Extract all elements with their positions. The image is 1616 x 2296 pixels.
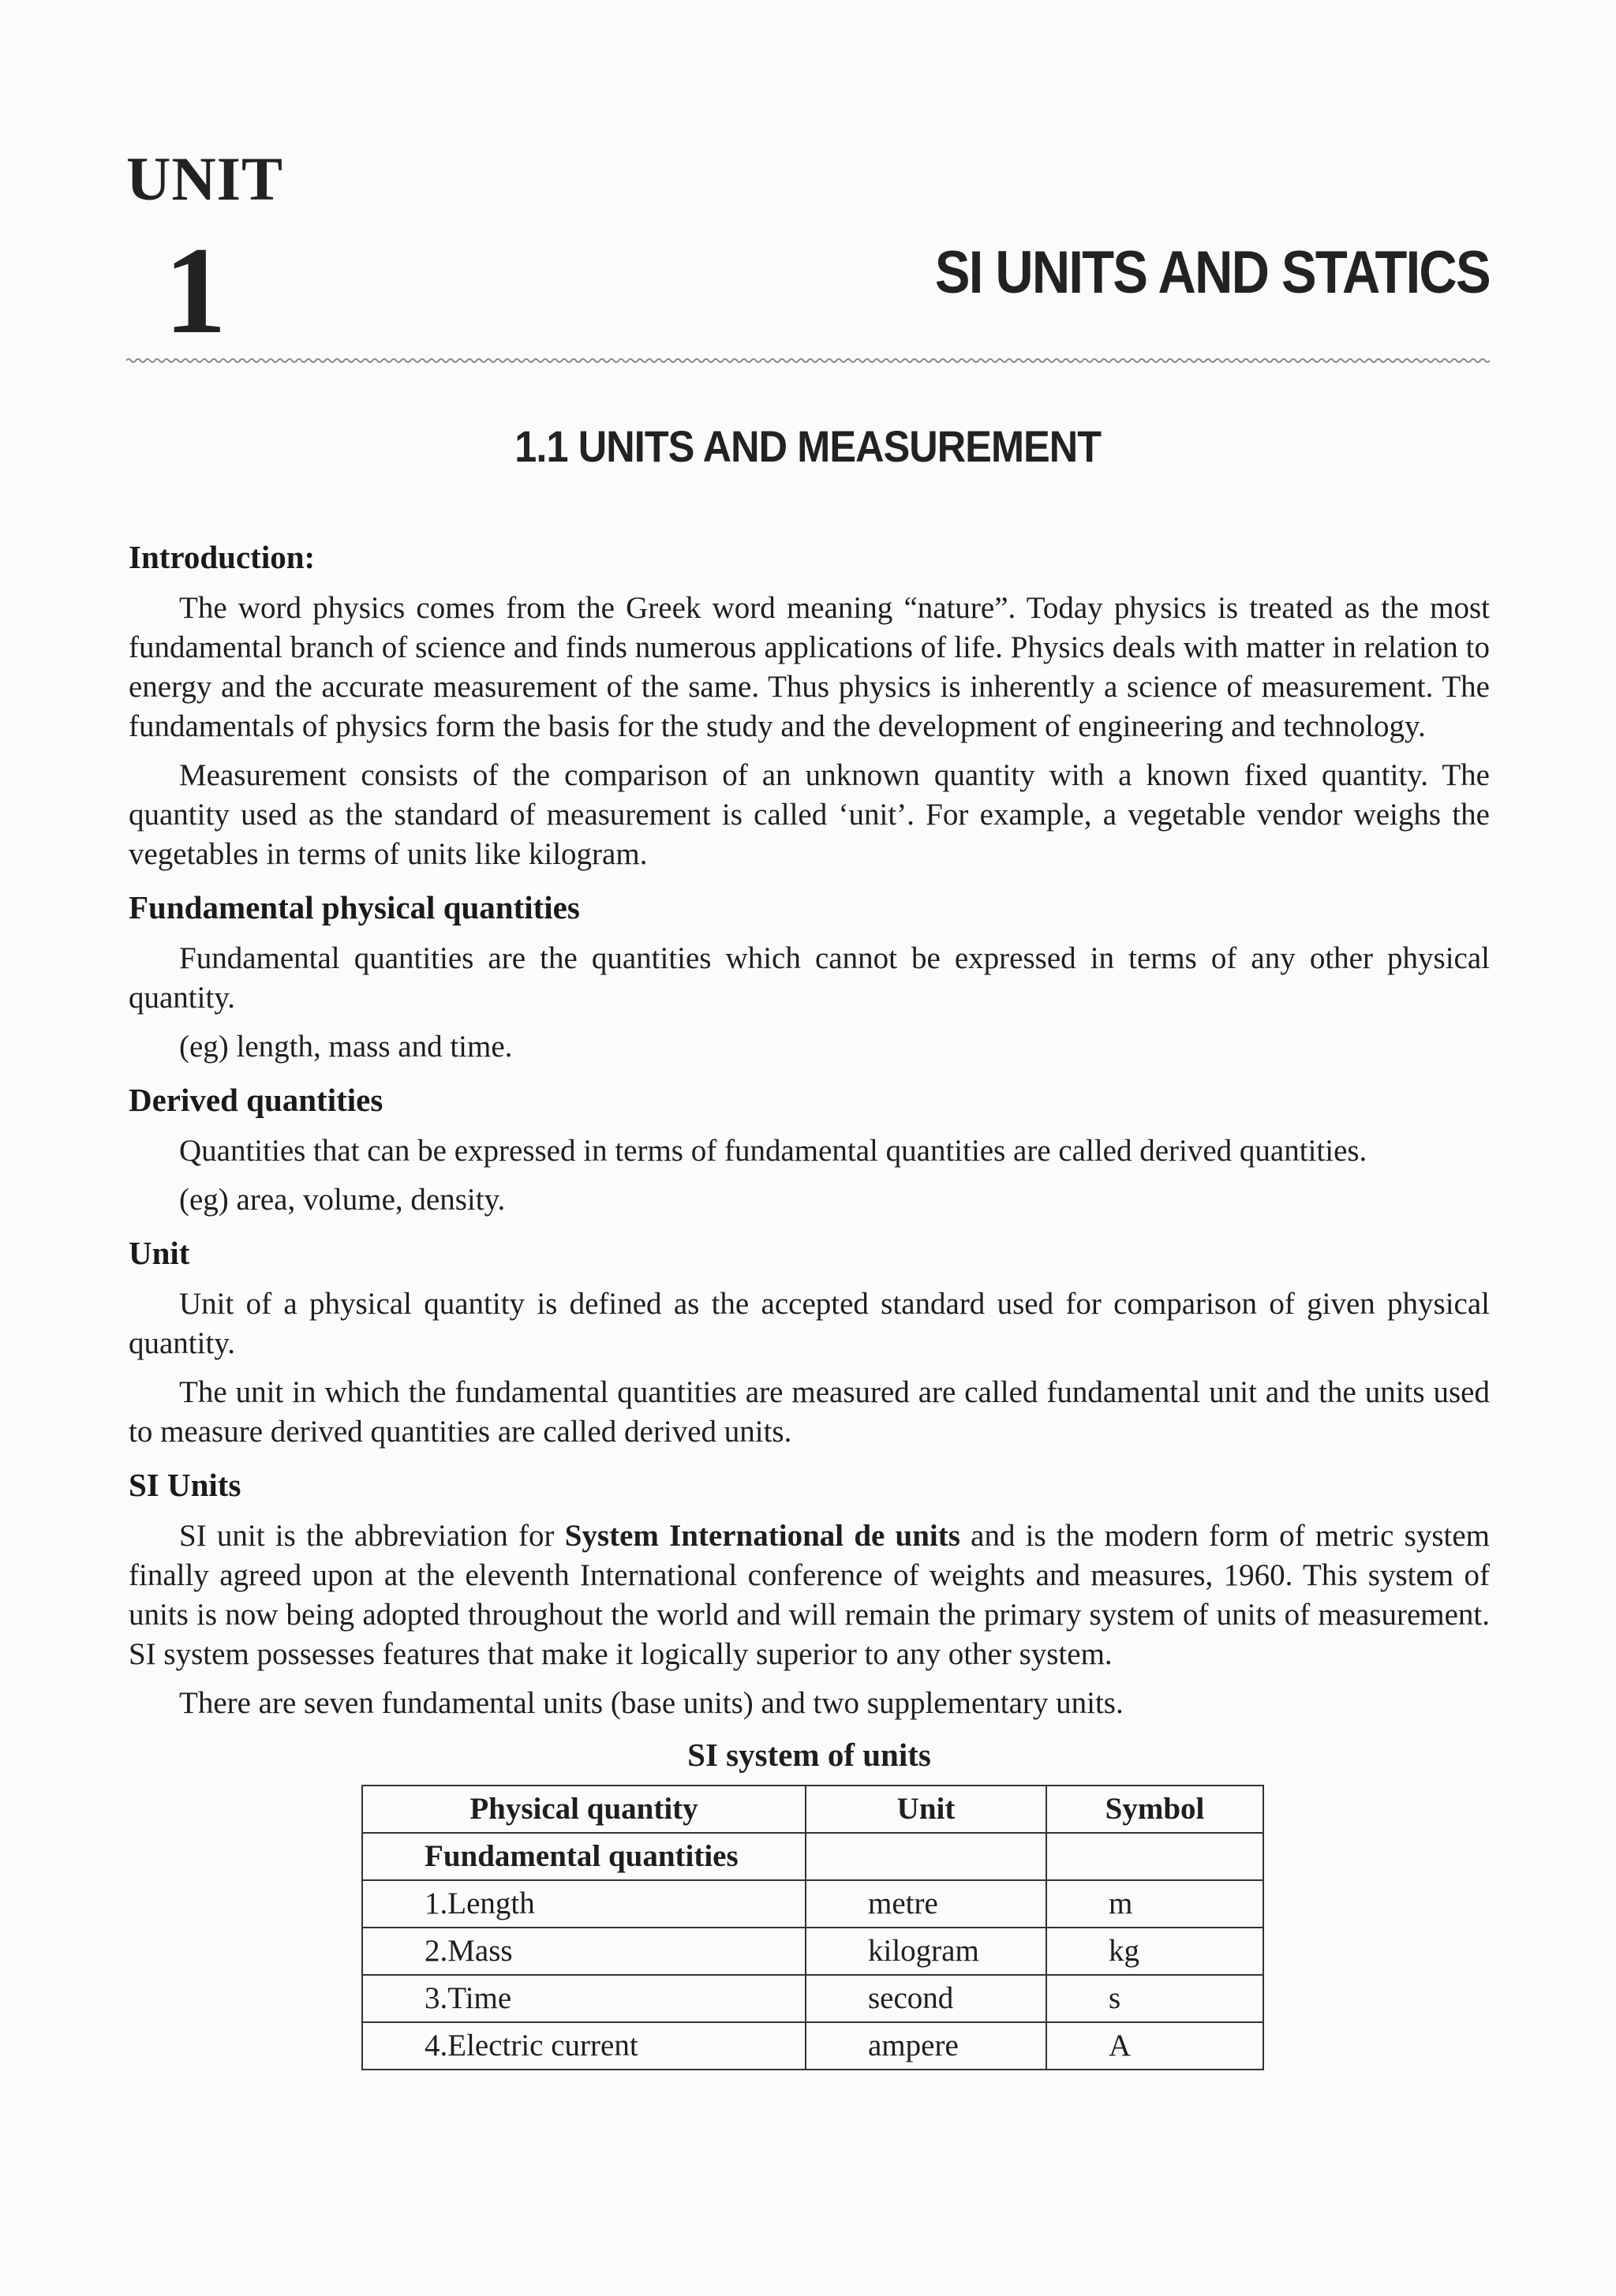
group-empty-unit <box>806 1833 1046 1880</box>
derived-paragraph: Quantities that can be expressed in terms of fundamental quantities are called derived quantities. <box>179 1134 1367 1168</box>
unit-paragraph-2: The unit in which the fundamental quantities are measured are called fundamental unit and the units used to measure derived quantities are called derived units. <box>129 1375 1490 1449</box>
table-row <box>362 2022 1263 2070</box>
si-units-table <box>361 1785 1264 2070</box>
si-units-paragraph-2: There are seven fundamental units (base units) and two supplementary units. <box>179 1686 1124 1720</box>
cell-unit: kilogram <box>806 1928 1046 1975</box>
cell-unit: second <box>806 1975 1046 2022</box>
fundamental-paragraph: Fundamental quantities are the quantities which cannot be expressed in terms of any other physical quantity. <box>129 941 1490 1015</box>
derived-heading: Derived quantities <box>129 1082 383 1118</box>
cell-symbol: kg <box>1046 1928 1263 1975</box>
table-group-row <box>362 1833 1263 1880</box>
si-units-paragraph-1: SI unit is the abbreviation for System International de units and is the modern form of metric system finally agreed upon at the eleventh International conference of weights and measures, 1960. This system of units is now being adopted throughout the world and will remain the primary system of units of measurement. SI system possesses features that make it logically superior to any other system. <box>129 1519 1491 1671</box>
introduction-paragraph-1: The word physics comes from the Greek word meaning “nature”. Today physics is treated as the most fundamental branch of science and finds numerous applications of life. Physics deals with matter in relation to energy and the accurate measurement of the same. Thus physics is inherently a science of measurement. The fundamentals of physics form the basis for the study and the development of engineering and technology. <box>129 591 1490 743</box>
introduction-paragraph-2: Measurement consists of the comparison of an unknown quantity with a known fixed quantity. The quantity used as the standard of measurement is called ‘unit’. For example, a vegetable vendor weighs the vegetables in terms of units like kilogram. <box>129 758 1490 871</box>
cell-symbol: s <box>1046 1975 1263 2022</box>
unit-paragraph-1: Unit of a physical quantity is defined as the accepted standard used for comparison of given physical quantity. <box>129 1287 1490 1360</box>
chapter-title: SI UNITS AND STATICS <box>935 239 1490 306</box>
unit-label: UNIT <box>126 144 284 213</box>
table-row <box>362 1975 1263 2022</box>
derived-example: (eg) area, volume, density. <box>179 1183 506 1217</box>
cell-quantity: 2.Mass <box>362 1928 806 1975</box>
group-empty-symbol <box>1046 1833 1263 1880</box>
section-title: 1.1 UNITS AND MEASUREMENT <box>514 421 1102 471</box>
introduction-heading: Introduction: <box>129 539 316 575</box>
header-physical-quantity: Physical quantity <box>362 1786 806 1833</box>
unit-heading: Unit <box>129 1235 190 1271</box>
cell-quantity: 4.Electric current <box>362 2022 806 2070</box>
unit-number: 1 <box>164 222 226 360</box>
group-label: Fundamental quantities <box>362 1833 806 1880</box>
cell-symbol: A <box>1046 2022 1263 2070</box>
table-row <box>362 1928 1263 1975</box>
cell-symbol: m <box>1046 1880 1263 1928</box>
cell-unit: metre <box>806 1880 1046 1928</box>
si-full-form: System International de units <box>564 1519 960 1553</box>
table-header-row <box>362 1786 1263 1833</box>
table-row <box>362 1880 1263 1928</box>
wavy-divider <box>126 355 1490 366</box>
fundamental-heading: Fundamental physical quantities <box>129 889 580 926</box>
page-content <box>129 537 1490 2070</box>
cell-quantity: 3.Time <box>362 1975 806 2022</box>
header-unit: Unit <box>806 1786 1046 1833</box>
cell-quantity: 1.Length <box>362 1880 806 1928</box>
header-symbol: Symbol <box>1046 1786 1263 1833</box>
fundamental-example: (eg) length, mass and time. <box>179 1030 513 1064</box>
si-units-heading: SI Units <box>129 1467 241 1503</box>
table-caption: SI system of units <box>687 1737 931 1773</box>
cell-unit: ampere <box>806 2022 1046 2070</box>
